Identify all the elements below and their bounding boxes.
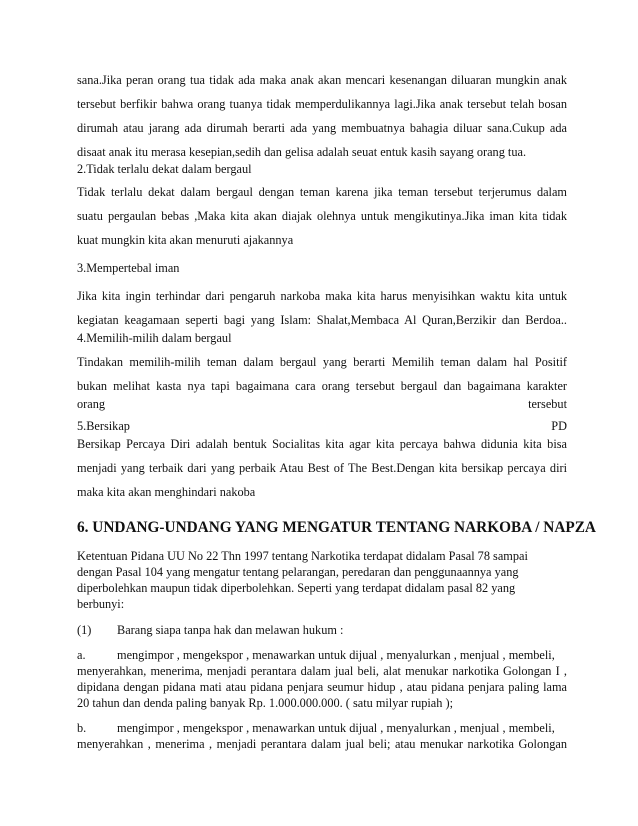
item-text: mengimpor , mengekspor , menawarkan untuk dijual , menyalurkan , menjual , membeli,	[117, 648, 555, 662]
clause-number: (1)	[77, 623, 92, 637]
line-start-word: 5.Bersikap	[77, 419, 130, 433]
item-label: a.	[77, 648, 86, 662]
paragraph-line	[77, 397, 567, 412]
section-heading: 6. UNDANG-UNDANG YANG MENGATUR TENTANG NARKOBA / NAPZA	[77, 519, 596, 536]
list-item-b	[77, 721, 567, 736]
paragraph-line: berbunyi:	[77, 597, 125, 611]
line-start-word: orang	[77, 397, 105, 411]
paragraph-line: kuat mungkin kita akan menuruti ajakannya	[77, 233, 294, 247]
paragraph-line: 20 tahun dan denda paling banyak Rp. 1.000.000.000. ( satu milyar rupiah );	[77, 696, 454, 710]
paragraph-line: dirumah atau jarang ada dirumah berarti ada yang membuatnya bahagia diluar sana.Cukup ada	[77, 121, 567, 135]
paragraph-line: suatu pergaulan bebas ,Maka kita akan diajak olehnya untuk mengikutinya.Jika iman kita tidak	[77, 209, 567, 223]
paragraph-line: dengan Pasal 104 yang mengatur tentang pelarangan, peredaran dan penggunaannya yang	[77, 565, 519, 579]
clause-text: Barang siapa tanpa hak dan melawan hukum :	[117, 623, 344, 637]
section-title: 2.Tidak terlalu dekat dalam bergaul	[77, 162, 252, 176]
paragraph-line: menyerahkan , menerima , menjadi perantara dalam jual beli; atau menukar narkotika Golongan	[77, 737, 567, 751]
section-title: 4.Memilih-milih dalam bergaul	[77, 331, 232, 345]
paragraph-line: kegiatan keagamaan seperti bagi yang Islam: Shalat,Membaca Al Quran,Berzikir dan Berdoa..	[77, 313, 567, 327]
line-end-word: tersebut	[528, 397, 567, 411]
paragraph-line: disaat anak itu merasa kesepian,sedih dan gelisa adalah seuat entuk kasih sayang orang tua.	[77, 145, 527, 159]
paragraph-line: diperbolehkan maupun tidak diperbolehkan. Seperti yang terdapat didalam pasal 82 yang	[77, 581, 516, 595]
paragraph-line: dipidana dengan pidana mati atau pidana penjara seumur hidup , atau pidana penjara paling lama	[77, 680, 567, 694]
paragraph-line: maka kita akan menghindari nakoba	[77, 485, 256, 499]
paragraph-line: Tidak terlalu dekat dalam bergaul dengan teman karena jika teman tersebut terjerumus dalam	[77, 185, 567, 199]
section-title: 3.Mempertebal iman	[77, 261, 180, 275]
paragraph-line: menjadi yang terbaik dari yang perbaik Atau Best of The Best.Dengan kita bersikap percaya diri	[77, 461, 567, 475]
item-label: b.	[77, 721, 87, 735]
list-item-a	[77, 648, 567, 663]
paragraph-line: bukan melihat kasta nya tapi bagaimana cara orang tersebut bergaul dan bagaimana karakter	[77, 379, 567, 393]
paragraph-line: sana.Jika peran orang tua tidak ada maka anak akan mencari kesenangan diluaran mungkin anak	[77, 73, 567, 87]
paragraph-line: Bersikap Percaya Diri adalah bentuk Socialitas kita agar kita percaya bahwa didunia kita bisa	[77, 437, 567, 451]
paragraph-line: menyerahkan, menerima, menjadi perantara dalam jual beli, alat menukar narkotika Golongan I ,	[77, 664, 567, 678]
item-text: mengimpor , mengekspor , menawarkan untuk dijual , menyalurkan , menjual , membeli,	[117, 721, 555, 735]
paragraph-line: tersebut berfikir bahwa orang tuanya tidak memperdulikannya lagi.Jika anak tersebut telah bosan	[77, 97, 567, 111]
clause-line	[77, 623, 567, 638]
section-title	[77, 419, 567, 434]
paragraph-line: Jika kita ingin terhindar dari pengaruh narkoba maka kita harus menyisihkan waktu kita untuk	[77, 289, 567, 303]
line-end-word: PD	[551, 419, 567, 433]
paragraph-line: Tindakan memilih-milih teman dalam bergaul yang berarti Memilih teman dalam hal Positif	[77, 355, 567, 369]
paragraph-line: Ketentuan Pidana UU No 22 Thn 1997 tentang Narkotika terdapat didalam Pasal 78 sampai	[77, 549, 528, 563]
